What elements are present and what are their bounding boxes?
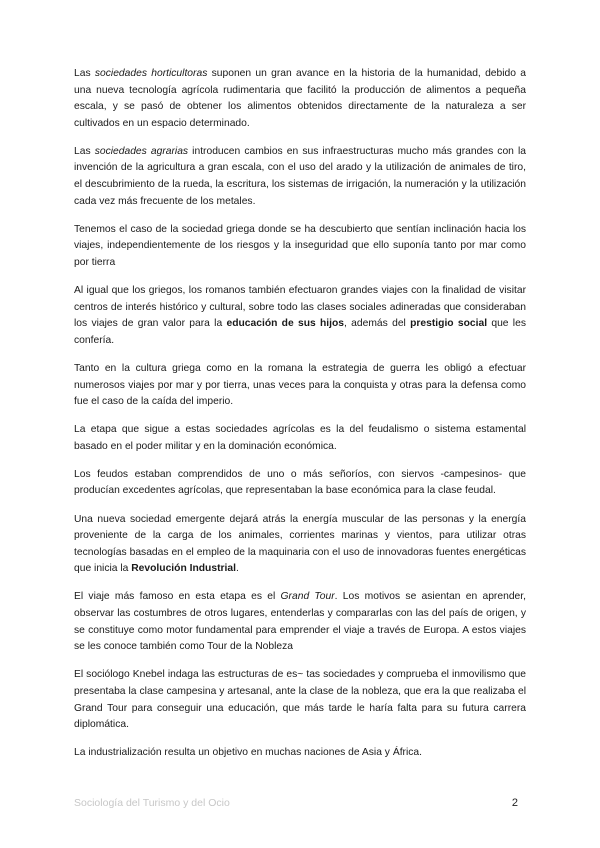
- paragraph-3: Tenemos el caso de la sociedad griega donde se ha descubierto que sentían inclinación hacia los viajes, independientemente de los riesgos y la inseguridad que ello suponía tanto por mar como por tierra: [74, 223, 526, 268]
- paragraph-7: Los feudos estaban comprendidos de uno o más señoríos, con siervos -campesinos- que producían excedentes agrícolas, que representaban la base económica para la clase feudal.: [74, 468, 526, 497]
- page-number: 2: [511, 797, 518, 809]
- paragraph-5: Tanto en la cultura griega como en la romana la estrategia de guerra les obligó a efectuar numerosos viajes por mar y por tierra, unas veces para la conquista y otras para la defensa como fue el caso de la caída del imperio.: [74, 362, 526, 408]
- paragraph-4: Al igual que los griegos, los romanos también efectuaron grandes viajes con la finalidad de visitar centros de interés histórico y cultural, sobre todo las clases sociales adineradas que consideraban los viajes de gran valor para la educación de sus hijos, además del prestigio social que les confería.: [74, 285, 526, 346]
- paragraph-9: El viaje más famoso en esta etapa es el Grand Tour. Los motivos se asientan en aprender, observar las costumbres de otros lugares, entenderlas y compararlas con las del país de origen, y se constituye como motor fundamental para emprender el viaje a través de Europa. A estos viajes se les conoce también como Tour de la Nobleza: [74, 591, 526, 653]
- paragraph-1: Las sociedades horticultoras suponen un gran avance en la historia de la humanidad, debido a una nueva tecnología agrícola rudimentaria que facilitó la producción de alimentos a pequeña escala, y se pasó de obtener los alimentos obtenidos directamente de la naturaleza a ser cultivados en un espacio determinado.: [74, 68, 526, 129]
- document-body: [74, 66, 526, 773]
- footer-title: Sociología del Turismo y del Ocio: [74, 797, 230, 809]
- paragraph-2: Las sociedades agrarias introducen cambios en sus infraestructuras mucho más grandes con la invención de la agricultura a gran escala, con el uso del arado y la utilización de animales de tiro, el descubrimiento de la rueda, la escritura, los sistemas de irrigación, la numeración y la utilización cada vez más frecuente de los metales.: [74, 145, 527, 207]
- paragraph-8: Una nueva sociedad emergente dejará atrás la energía muscular de las personas y la energía proveniente de la carga de los animales, corrientes marinas y vientos, para utilizar otras tecnologías basadas en el empleo de la maquinaria con el uso de innovadoras fuentes energéticas que inicia la Revolución Industrial.: [74, 513, 526, 575]
- paragraph-6: La etapa que sigue a estas sociedades agrícolas es la del feudalismo o sistema estamental basado en el poder militar y en la dominación económica.: [74, 424, 526, 452]
- paragraph-10: El sociólogo Knebel indaga las estructuras de es~ tas sociedades y comprueba el inmovilismo que presentaba la clase campesina y artesanal, ante la clase de la nobleza, que era la que realizaba el Grand Tour para conseguir una educación, que más tarde le haría falta para su futura carrera diplomática.: [74, 669, 526, 731]
- page-footer: [74, 797, 518, 809]
- paragraph-11: La industrialización resulta un objetivo en muchas naciones de Asia y África.: [74, 747, 423, 759]
